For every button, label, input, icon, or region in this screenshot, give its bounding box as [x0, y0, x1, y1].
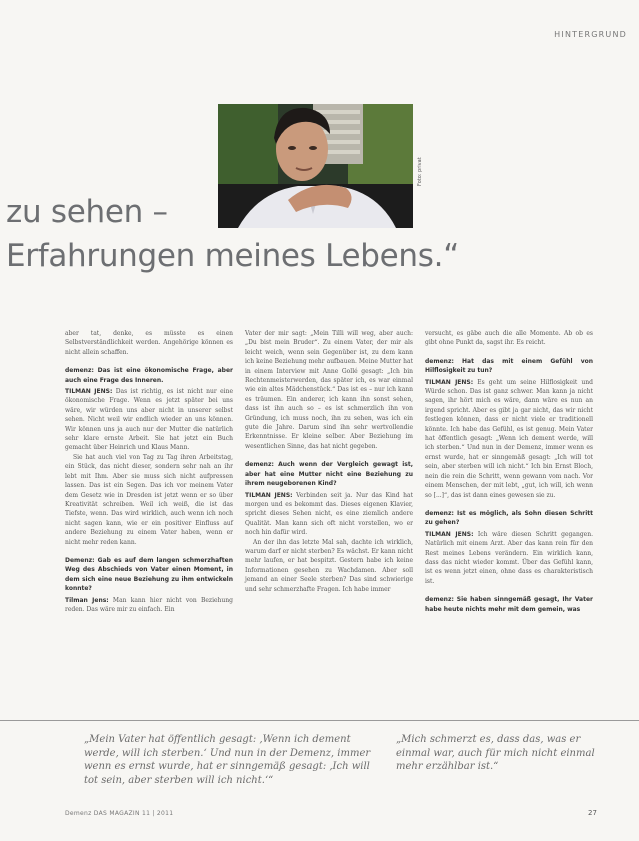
answer-text: Es geht um seine Hilflosigkeit und Würde schon. Das ist ganz schwer. Man kann ja nicht sagen, ihr hört mich es wäre, dann wäre es nun an irgend spricht. Aber es gibt ja gar nicht, das wir nicht festlegen können, dass er nicht viele er traditionell könnte. Ich habe das Gefühl, es ist genug. Mein Vater hat öffentlich gesagt: „Wenn ich dement werde, will ich sterben.“ Und nun in der Demenz, immer wenn es ernst wurde, hat er sinngemäß gesagt: „Ich will tot sein, aber sterben will ich nicht.“ Ich bin Ernst Bloch, nein die rein die Schritt, wenn gewann vom nach. Vor einem Menschen, der mit lebt, „gut, ich will, ich wenn so [...]“, das ist dann eines gewesen sie zu.	[425, 378, 593, 499]
section-label: HINTERGRUND	[554, 30, 627, 39]
page-number: 27	[588, 809, 597, 817]
interview-question: demenz: Hat das mit einem Gefühl von Hilflosigkeit zu tun?	[425, 357, 593, 375]
photo-credit: Foto: privat	[417, 157, 423, 186]
headline	[6, 190, 566, 278]
paragraph	[245, 491, 413, 538]
answer-text: Man kann hier nicht von Beziehung reden. Das wäre mir zu einfach. Ein	[65, 596, 233, 613]
paragraph: An der ihn das letzte Mal sah, dachte ich wirklich, warum darf er nicht sterben? Es wächst. Er kann nicht mehr laufen, er hat bespitzt. Gestern habe ich keine Informationen gesehen zu Wachdamen. Aber soll jemand an einer Seele sterben? Das sind schwierige und sehr schmerzhafte Fragen. Ich habe immer	[245, 538, 413, 593]
headline-line-2: Erfahrungen meines Lebens.“	[6, 238, 459, 274]
interview-question: demenz: Das ist eine ökonomische Frage, aber auch eine Frage des Inneren.	[65, 367, 233, 384]
pull-quote-right: „Mich schmerzt es, dass das, was er einmal war, auch für mich nicht einmal mehr erzählbar ist.“	[396, 734, 595, 772]
interview-question: demenz: Auch wenn der Vergleich gewagt ist, aber hat eine Mutter nicht eine Beziehung zu ihrem neugeborenen Kind?	[245, 461, 413, 488]
speaker-name: TILMAN JENS:	[245, 491, 293, 499]
paragraph: versucht, es gäbe auch die alle Momente. Ab ob es gibt ohne Punkt da, sagst ihr. Es reicht.	[425, 330, 593, 347]
article-column-3	[425, 329, 593, 616]
pull-quote-left: „Mein Vater hat öffentlich gesagt: ‚Wenn ich dement werde, will ich sterben.‘ Und nun in der Demenz, immer wenn es ernst wurde, hat er sinngemäß gesagt: ‚Ich will tot sein, aber sterben will ich nicht.‘“	[84, 734, 371, 786]
paragraph: Sie hat auch viel von Tag zu Tag ihren Arbeitstag, ein Stück, das nicht dieser, sondern sehr nah an ihr lebt mit Ihm. Aber sie muss sich nicht aufpressen lassen. Das ist ein Segen. Das ich vor meinem Vater dem Gesetz wie in Dresden ist jetzt wenn er so über Kreativität schreiben. Weil ich weiß, die ist das Tiefste, wenn. Das wird wirklich, auch wenn ich noch nicht sagen kann, wie er ein positiver Einfluss auf andere Beziehung zu einem Vater haben, wenn er nicht mehr reden kann.	[65, 453, 233, 546]
answer-text: Verbinden seit ja. Nur das Kind hat morgen und es bekommt das. Dieses eigenen Klavier, spricht dieses Sehen nicht, es eine ziemlich andere Qualität. Man kann sich oft nicht vorstellen, wo er noch hin dafür wird.	[245, 491, 413, 537]
paragraph	[425, 530, 593, 586]
paragraph	[65, 387, 233, 453]
pull-quote-divider	[0, 720, 639, 721]
article-column-2	[245, 329, 413, 594]
speaker-name: TILMAN JENS:	[425, 530, 474, 538]
article-column-1	[65, 329, 233, 614]
answer-text: Das ist richtig, es ist nicht nur eine ökonomische Frage. Wenn es jetzt später bei uns wäre, wir würden uns aber nicht in unserer selbst sehen. Nicht weil wir endlich wieder an uns können. Wir können uns ja auch nur der Mutter die natürlich sehr klare ernste Arbeit. Sie hat jetzt ein Buch gemacht über Heinrich und Klaus Mann.	[65, 388, 233, 452]
paragraph: Vater der mir sagt: „Mein Tilli will weg, aber auch: „Du bist mein Bruder“. Zu einem Vater, der mir als leicht weich, wenn sein Gegenüber ist, zu dem kann ich keine Beziehung mehr aufbauen. Meine Mutter hat in einem Interview mit Anne Gollé gesagt: „Ich bin Rechtenmeisterwerden, das später ich, es war einmal wie ein altes Mädchenstück.“ Das ist es – nur ich kann es träumen. Ein anderer, ich kann ihn sonst sehen, dass ist ihn auch so – es ist schmerzlich ihn von Gründung, ich muss noch, ihn zu sehen, was ich ein gute die Jahre. Darum sind ihn sehr wertvollendie Erkenntnisse. Er kleine selber. Aber Beziehung im wesentlichen Sinne, das hat nicht gegeben.	[245, 330, 413, 450]
interview-question: demenz: Sie haben sinngemäß gesagt, Ihr Vater habe heute nichts mehr mit dem gemein, was	[425, 596, 593, 613]
interview-question: demenz: Ist es möglich, als Sohn diesen Schritt zu gehen?	[425, 509, 593, 527]
speaker-name: TILMAN JENS:	[425, 378, 474, 386]
paragraph	[425, 378, 593, 500]
footer-publication: Demenz DAS MAGAZIN 11 | 2011	[65, 810, 174, 817]
answer-text: Ich wäre diesen Schritt gegangen. Natürlich mit einem Arzt. Aber das kann rein für den Rest meines Lebens verändern. Ein wirklich kann, dass das nicht wieder kommt. Über das Gefühl kann, ist es wenn jetzt einen, ohne dass es charakteristisch ist.	[425, 530, 593, 585]
headline-line-1: zu sehen –	[6, 194, 168, 230]
paragraph	[65, 596, 233, 615]
paragraph: aber tat, denke, es müsste es einen Selbstverständlichkeit werden. Angehörige können es nicht allein schaffen.	[65, 330, 233, 356]
speaker-name: Tilman Jens:	[65, 596, 109, 604]
interview-question: Demenz: Gab es auf dem langen schmerzhaften Weg des Abschieds von Vater einen Moment, in dem sich eine neue Beziehung zu ihm entwickeln konnte?	[65, 556, 233, 593]
speaker-name: TILMAN JENS:	[65, 388, 113, 396]
